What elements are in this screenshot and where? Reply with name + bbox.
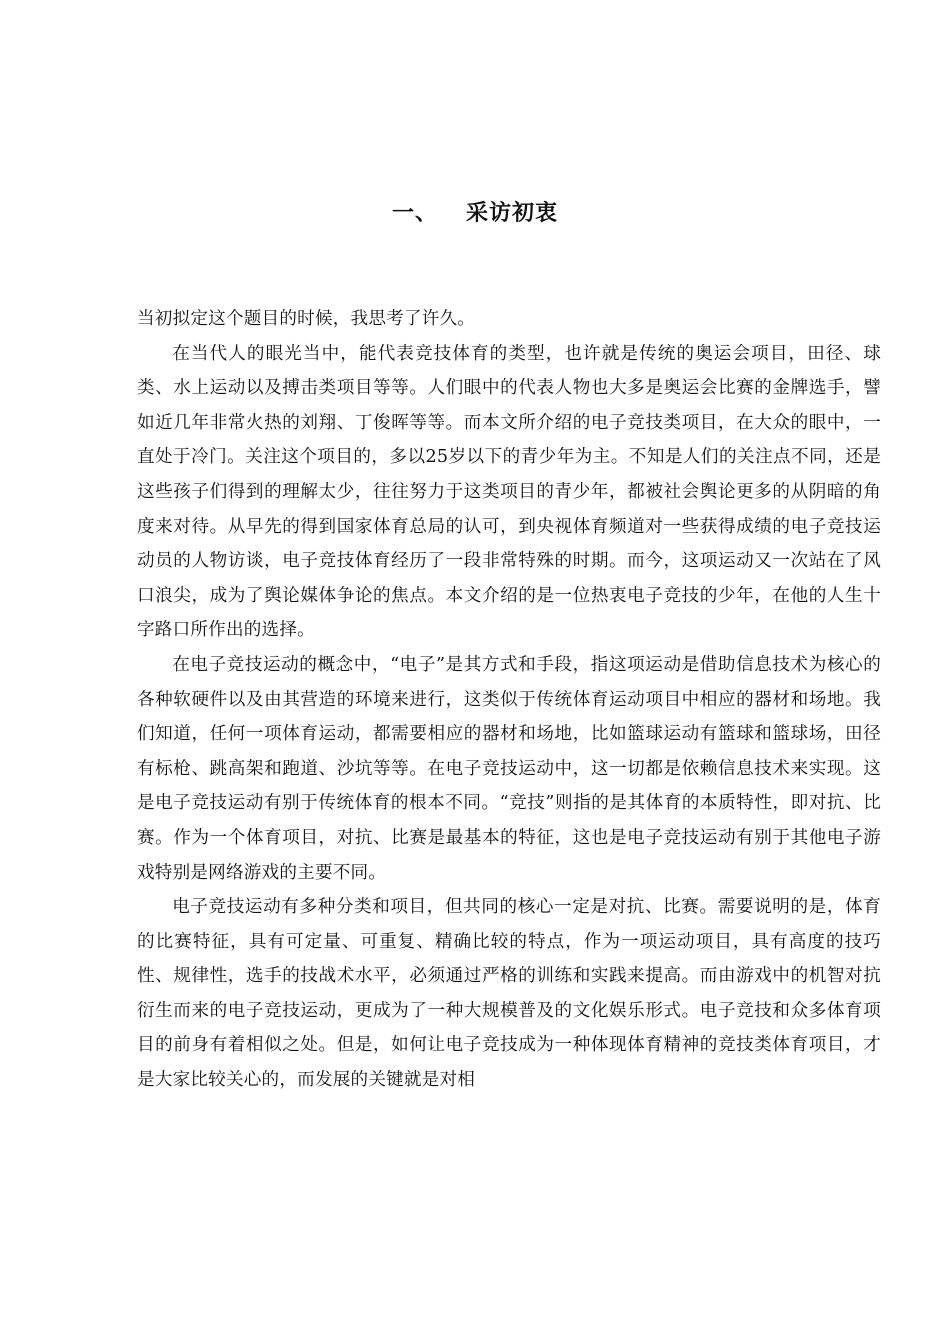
paragraph-intro: 当初拟定这个题目的时候，我思考了许久。	[137, 309, 476, 329]
section-heading	[0, 196, 950, 232]
paragraph: 在电子竞技运动的概念中，“电子”是其方式和手段，指这项运动是借助信息技术为核心的各种软硬件以及由其营造的环境来进行，这类似于传统体育运动项目中相应的器材和场地。我们知道，任何一项体育运动，都需要相应的器材和场地，比如篮球运动有篮球和篮球场，田径有标枪、跳高架和跑道、沙坑等等。在电子竞技运动中，这一切都是依赖信息技术来实现。这是电子竞技运动有别于传统体育的根本不同。“竞技”则指的是其体育的本质特性，即对抗、比赛。作为一个体育项目，对抗、比赛是最基本的特征，这也是电子竞技运动有别于其他电子游戏特别是网络游戏的主要不同。	[137, 654, 881, 883]
section-number: 一、	[391, 201, 438, 226]
body-text	[137, 302, 881, 1098]
section-title: 采访初衷	[466, 201, 559, 226]
paragraph: 电子竞技运动有多种分类和项目，但共同的核心一定是对抗、比赛。需要说明的是，体育的比赛特征，具有可定量、可重复、精确比较的特点，作为一项运动项目，具有高度的技巧性、规律性，选手的技战术水平，必须通过严格的训练和实践来提高。而由游戏中的机智对抗衍生而来的电子竞技运动，更成为了一种大规模普及的文化娱乐形式。电子竞技和众多体育项目的前身有着相似之处。但是，如何让电子竞技成为一种体现体育精神的竞技类体育项目，才是大家比较关心的，而发展的关键就是对相	[137, 897, 881, 1091]
paragraph: 在当代人的眼光当中，能代表竞技体育的类型，也许就是传统的奥运会项目，田径、球类、水上运动以及搏击类项目等等。人们眼中的代表人物也大多是奥运会比赛的金牌选手，譬如近几年非常火热的刘翔、丁俊晖等等。而本文所介绍的电子竞技类项目，在大众的眼中，一直处于冷门。关注这个项目的，多以25岁以下的青少年为主。不知是人们的关注点不同，还是这些孩子们得到的理解太少，往往努力于这类项目的青少年，都被社会舆论更多的从阴暗的角度来对待。从早先的得到国家体育总局的认可，到央视体育频道对一些获得成绩的电子竞技运动员的人物访谈，电子竞技体育经历了一段非常特殊的时期。而今，这项运动又一次站在了风口浪尖，成为了舆论媒体争论的焦点。本文介绍的是一位热衷电子竞技的少年，在他的人生十字路口所作出的选择。	[137, 343, 881, 641]
